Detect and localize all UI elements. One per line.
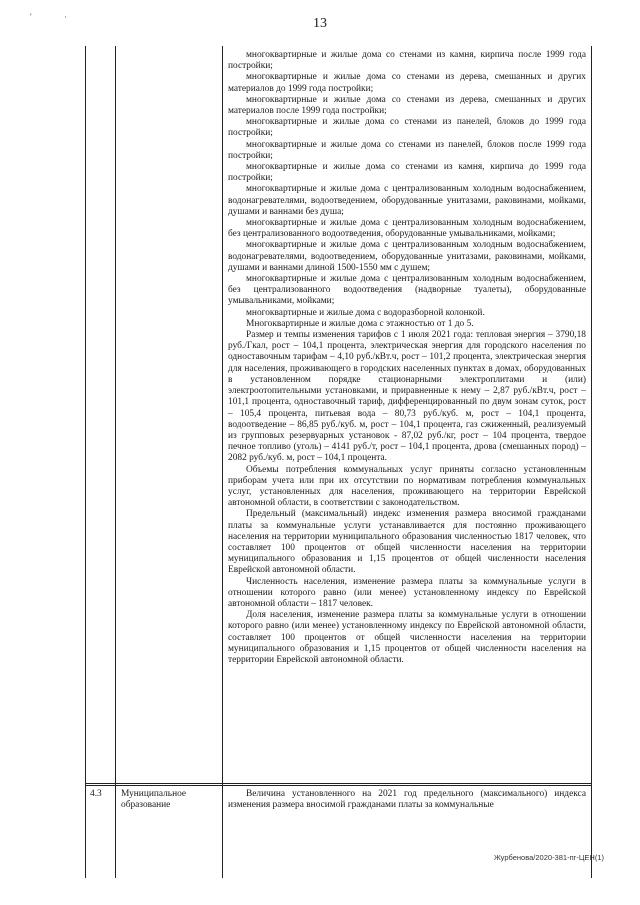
body-paragraph: Размер и темпы изменения тарифов с 1 июля 2021 года: тепловая энергия – 3790,18 руб./Гкал, рост – 104,1 процента, электрическая энергия для городского населения по одноставочным тарифам – 4,10 руб./кВт.ч, рост – 101,2 процента, электрическая энергия для населения, проживающего в городских населенных пунктах в домах, оборудованных в установленном порядке стационарными электроплитами и (или) электроотопительными установками, и приравненные к нему – 2,87 руб./кВт.ч, рост – 101,1 процента, одноставочный тариф, дифференцированный по двум зонам суток, рост – 105,4 процента, питьевая вода – 80,73 руб./куб. м, рост – 104,1 процента, водоотведение – 86,85 руб./куб. м, рост – 104,1 процента, газ сжиженный, реализуемый из групповых резервуарных установок - 87,02 руб./кг, рост – 104 процента, твердое печное топливо (уголь) – 4141 руб./т, рост – 104,1 процента, дрова (смешанных пород) – 2082 руб./куб. м, рост – 104,1 процента. xyxy=(228,330,586,464)
body-paragraph: многоквартирные и жилые дома с централизованным холодным водоснабжением, водонагревателями, водоотведением, оборудованные унитазами, раковинами, мойками, душами и ваннами без душа; xyxy=(228,184,586,217)
table-row-divider xyxy=(85,783,592,784)
body-paragraph: Предельный (максимальный) индекс изменения размера вносимой гражданами платы за коммунальные услуги устанавливается для постоянно проживающего населения на территории муниципального образования численностью 1817 человек, что составляет 100 процентов от общей численности населения на территории муниципального образования и 1,15 процентов от общей численности населения Еврейской автономной области. xyxy=(228,509,586,576)
page-number: 13 xyxy=(313,16,327,31)
scan-mark: ' xyxy=(30,12,32,22)
body-paragraph: Объемы потребления коммунальных услуг приняты согласно установленным приборам учета или при их отсутствии по нормативам потребления коммунальных услуг, установленных для населения, проживающего на территории Еврейской автономной области, в соответствии с законодательством. xyxy=(228,464,586,509)
body-paragraph: Численность населения, изменение размера платы за коммунальные услуги в отношении которого равно (или менее) установленному индексу по Еврейской автономной области – 1817 человек. xyxy=(228,576,586,609)
body-paragraph: многоквартирные и жилые дома с водоразборной колонкой. xyxy=(246,307,485,318)
body-paragraph: многоквартирные и жилые дома с централизованным холодным водоснабжением, без централизованного водоотведения (надворные туалеты), оборудованные умывальниками, мойками; xyxy=(228,274,586,307)
row-4-3-name: Муниципальное образование xyxy=(121,789,187,811)
footer-document-code: Журбенова/2020-381-пг-ЦЕН(1) xyxy=(493,853,604,862)
row-4-3-text xyxy=(228,789,586,811)
body-paragraph: многоквартирные и жилые дома со стенами из камня, кирпича до 1999 года постройки; xyxy=(228,162,586,184)
body-paragraph: многоквартирные и жилые дома со стенами из панелей, блоков после 1999 года постройки; xyxy=(228,139,586,161)
body-paragraph: Доля населения, изменение размера платы за коммунальные услуги в отношении которого равно (или менее) установленному индексу по Еврейской автономной области, составляет 100 процентов от общей численности населения на территории муниципального образования и 1,15 процентов от общей численности населения на территории Еврейской автономной области. xyxy=(228,610,586,665)
table-border-left xyxy=(85,46,86,878)
table-border-right xyxy=(591,46,592,878)
row-4-3-paragraph: Величина установленного на 2021 год предельного (максимального) индекса изменения размера вносимой гражданами платы за коммунальные xyxy=(228,789,586,811)
row-4-3-number: 4.3 xyxy=(90,789,102,799)
body-paragraph: многоквартирные и жилые дома с централизованным холодным водоснабжением, без централизованного водоотведения, оборудованные умывальниками, мойками; xyxy=(228,218,586,240)
body-paragraph: многоквартирные и жилые дома со стенами из дерева, смешанных и других материалов до 1999 года постройки; xyxy=(228,72,586,94)
body-paragraph: Многоквартирные и жилые дома с этажностью от 1 до 5. xyxy=(246,318,474,329)
scan-mark: · xyxy=(64,12,67,22)
document-body xyxy=(228,50,586,666)
table-col-divider-2 xyxy=(222,46,223,878)
body-paragraph: многоквартирные и жилые дома с централизованным холодным водоснабжением, водонагревателями, водоотведением, оборудованные унитазами, раковинами, мойками, душами и ваннами длиной 1500-1550 мм с душем; xyxy=(228,240,586,273)
body-paragraph: многоквартирные и жилые дома со стенами из дерева, смешанных и других материалов после 1999 года постройки; xyxy=(228,94,586,117)
table-col-divider-1 xyxy=(115,46,116,878)
body-paragraph: многоквартирные и жилые дома со стенами из панелей, блоков до 1999 года постройки; xyxy=(228,117,586,139)
body-paragraph: многоквартирные и жилые дома со стенами из камня, кирпича после 1999 года постройки; xyxy=(228,50,586,72)
table-row-divider xyxy=(85,785,592,786)
